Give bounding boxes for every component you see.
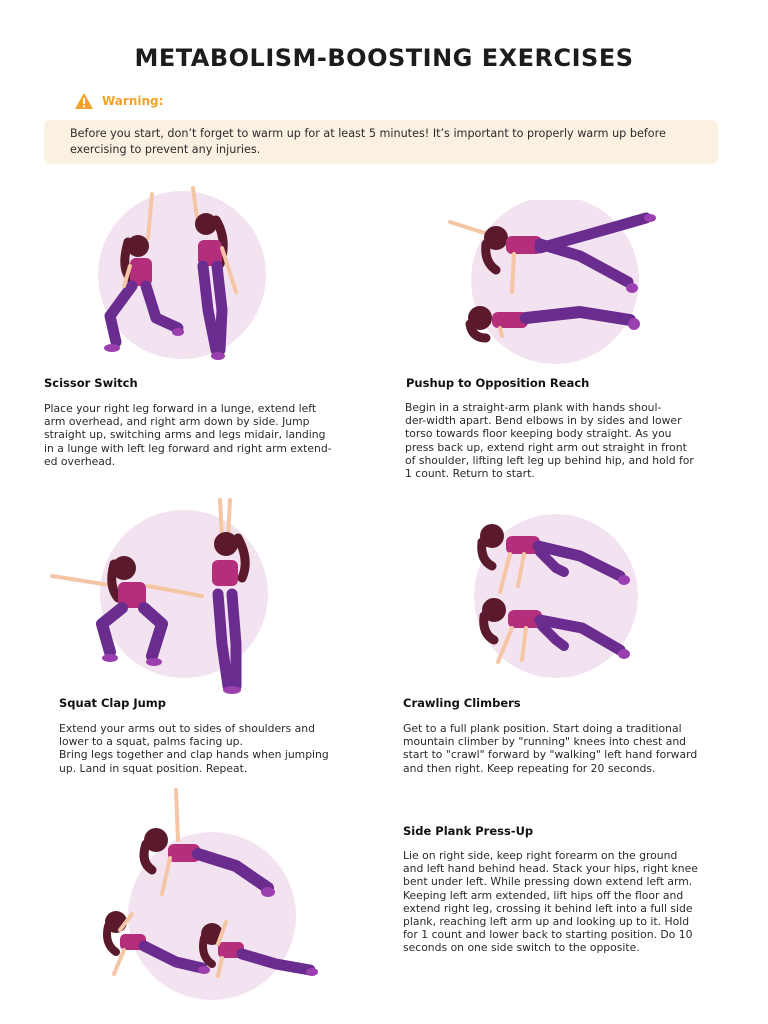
exercise-title-squat-clap-jump: Squat Clap Jump xyxy=(59,696,167,710)
exercise-title-scissor-switch: Scissor Switch xyxy=(44,376,138,390)
page-title: METABOLISM-BOOSTING EXERCISES xyxy=(134,44,634,72)
squat-clap-jump-illustration xyxy=(44,494,284,700)
exercise-title-pushup-opposition: Pushup to Opposition Reach xyxy=(406,376,590,390)
side-plank-illustration xyxy=(96,784,326,1004)
exercise-desc-crawling-climbers: Get to a full plank position. Start doing a traditional mountain climber by "running" knees into chest and start to "crawl" forward by "walking" left hand forward and then right. Keep repeating for 20 seconds. xyxy=(403,722,698,775)
warning-label: Warning: xyxy=(102,94,164,108)
crawling-climbers-illustration xyxy=(470,510,670,680)
scissor-switch-illustration xyxy=(60,180,290,370)
warning-box: Before you start, don’t forget to warm up for at least 5 minutes! It’s important to properly warm up before exercising to prevent any injuries. xyxy=(44,120,718,164)
exercise-desc-squat-clap-jump: Extend your arms out to sides of shoulders and lower to a squat, palms facing up. Bring legs together and clap hands when jumping up. Land in squat position. Repeat. xyxy=(59,722,329,775)
warning-icon xyxy=(74,92,94,110)
exercise-desc-scissor-switch: Place your right leg forward in a lunge, extend left arm overhead, and right arm down by side. Jump straight up, switching arms and legs midair, landing in a lunge with left leg forward and right arm extend- ed overhead. xyxy=(44,402,332,468)
exercise-title-side-plank: Side Plank Press-Up xyxy=(403,824,534,838)
warning-header xyxy=(74,92,163,110)
pushup-opposition-illustration xyxy=(440,200,670,370)
exercise-desc-pushup-opposition: Begin in a straight-arm plank with hands shoul- der-width apart. Bend elbows in by sides and lower torso towards floor keeping body straight. As you press back up, extend right arm out straight in front of shoulder, lifting left leg up behind hip, and hold for 1 count. Return to start. xyxy=(405,401,694,481)
exercise-title-crawling-climbers: Crawling Climbers xyxy=(403,696,521,710)
exercise-desc-side-plank: Lie on right side, keep right forearm on the ground and left hand behind head. Stack your hips, right knee bent under left. While pressing down extend left arm. Keeping left arm extended, lift hips off the floor and extend right leg, crossing it behind left into a full side plank, reaching left arm up and looking up to it. Hold for 1 count and lower back to starting position. Do 10 seconds on one side switch to the opposite. xyxy=(403,849,698,955)
